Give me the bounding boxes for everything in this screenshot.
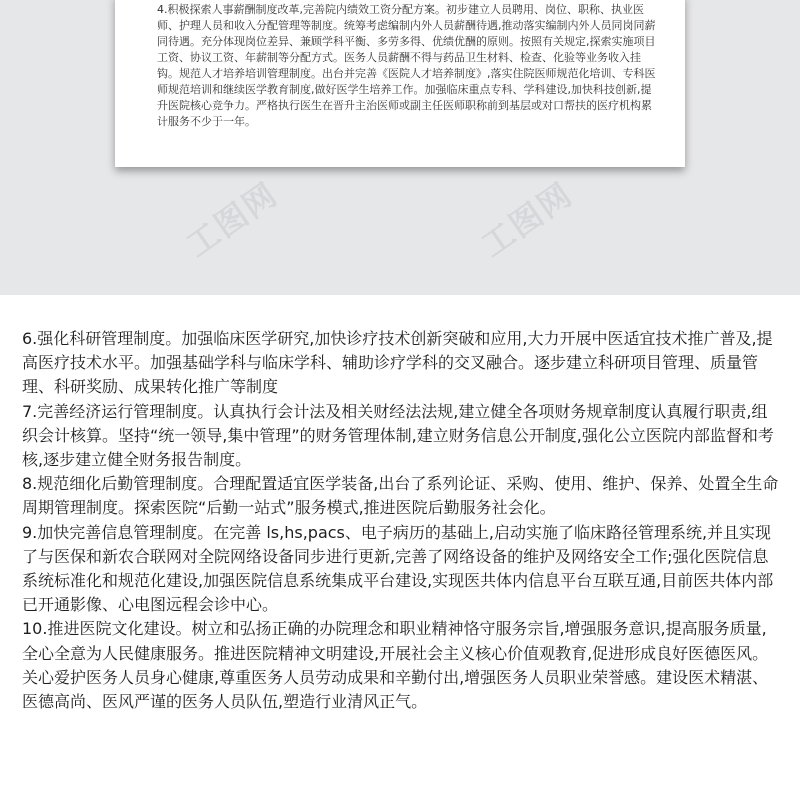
- watermark-text: 工图网: [474, 174, 580, 265]
- paragraph-item-8: 8.规范细化后勤管理制度。合理配置适宜医学装备,出台了系列论证、采购、使用、维护、保养、处置全生命周期管理制度。探索医院“后勤一站式”服务模式,推进医院后勤服务社会化。: [22, 474, 779, 518]
- paragraph-item-9: 9.加快完善信息管理制度。在完善 ls,hs,pacs、电子病历的基础上,启动实施了临床路径管理系统,并且实现了与医保和新农合联网对全院网络设备同步进行更新,完善了网络设备的维护及网络安全工作;强化医院信息系统标准化和规范化建设,加强医院信息系统集成平台建设,实现医共体内信息平台互联互通,目前医共体内部已开通影像、心电图远程会诊中心。: [22, 522, 774, 615]
- document-paper-preview: [115, 0, 685, 167]
- paragraph-item-6: 6.强化科研管理制度。加强临床医学研究,加快诊疗技术创新突破和应用,大力开展中医适宜技术推广普及,提高医疗技术水平。加强基础学科与临床学科、辅助诊疗学科的交叉融合。逐步建立科研项目管理、质量管理、科研奖励、成果转化推广等制度: [22, 329, 773, 397]
- watermark-text: 工图网: [179, 174, 285, 265]
- paper-item-4: 4.积极探索人事薪酬制度改革,完善院内绩效工资分配方案。初步建立人员聘用、岗位、职称、执业医师、护理人员和收入分配管理等制度。统筹考虑编制内外人员薪酬待遇,推动落实编制内外人员同岗同薪同待遇。充分体现岗位差异、兼顾学科平衡、多劳多得、优绩优酬的原则。按照有关规定,探索实施项目工资、协议工资、年薪制等分配方式。医务人员薪酬不得与药品卫生材料、检查、化验等业务收入挂钩。规范人才培养培训管理制度。出台并完善《医院人才培养制度》,落实住院医师规范化培训、专科医师规范培训和继续医学教育制度,做好医学生培养工作。加强临床重点专科、学科建设,加快科技创新,提升医院核心竞争力。严格执行医生在晋升主治医师或副主任医师职称前到基层或对口帮扶的医疗机构累计服务不少于一年。: [157, 3, 656, 128]
- paper-text-block: [157, 0, 657, 130]
- paragraph-item-10: 10.推进医院文化建设。树立和弘扬正确的办院理念和职业精神恪守服务宗旨,增强服务意识,提高服务质量,全心全意为人民健康服务。推进医院精神文明建设,开展社会主义核心价值观教育,促进形成良好医德医风。关心爱护医务人员身心健康,尊重医务人员劳动成果和辛勤付出,增强医务人员职业荣誉感。建设医术精湛、医德高尚、医风严谨的医务人员队伍,塑造行业清风正气。: [22, 619, 769, 712]
- main-text-block: [22, 327, 782, 714]
- paragraph-item-7: 7.完善经济运行管理制度。认真执行会计法及相关财经法法规,建立健全各项财务规章制度认真履行职责,组织会计核算。坚持“统一领导,集中管理”的财务管理体制,建立财务信息公开制度,强化公立医院内部监督和考核,逐步建立健全财务报告制度。: [22, 401, 774, 470]
